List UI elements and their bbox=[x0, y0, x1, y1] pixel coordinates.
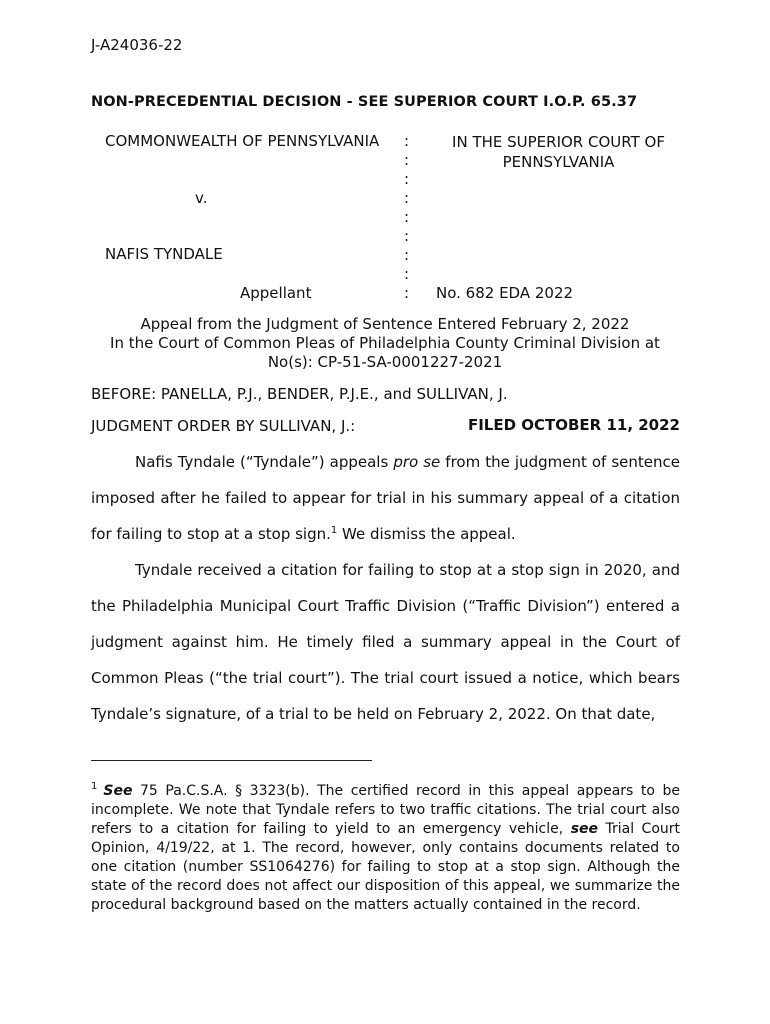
appeal-line-2: In the Court of Common Pleas of Philadelphia County Criminal Division at bbox=[110, 334, 660, 352]
p1-text-b: from the judgment of sentence imposed after he failed to appear for trial in his summary appeal of a citation for failing to stop at a stop sign. bbox=[91, 453, 680, 543]
appeal-line-1: Appeal from the Judgment of Sentence Entered February 2, 2022 bbox=[140, 315, 630, 333]
caption-plaintiff: COMMONWEALTH OF PENNSYLVANIA bbox=[105, 132, 380, 150]
p1-text-a: Nafis Tyndale (“Tyndale”) appeals bbox=[135, 453, 394, 471]
docket-number: J-A24036-22 bbox=[91, 36, 183, 54]
footnote-number: 1 bbox=[91, 781, 98, 793]
opinion-body bbox=[91, 444, 680, 732]
caption-colon: : bbox=[404, 227, 410, 245]
filed-date: FILED OCTOBER 11, 2022 bbox=[467, 416, 680, 434]
appeal-line-3: No(s): CP-51-SA-0001227-2021 bbox=[267, 353, 503, 371]
caption-colon: : bbox=[404, 284, 410, 302]
paragraph-2: Tyndale received a citation for failing to stop at a stop sign in 2020, and the Philadelphia Municipal Court Traffic Division (“Traffic Division”) entered a judgment against him. He timely filed a summary appeal in the Court of Common Pleas (“the trial court”). The trial court issued a notice, which bears Tyndale’s signature, of a trial to be held on February 2, 2022. On that date, bbox=[91, 561, 680, 723]
caption-colon: : bbox=[404, 265, 410, 283]
p1-text-c: We dismiss the appeal. bbox=[337, 525, 516, 543]
footnote-signal-see: See bbox=[103, 783, 133, 799]
caption-colon: : bbox=[404, 151, 410, 169]
footnote-text-b: Trial Court Opinion, 4/19/22, at 1. The record, however, only contains documents related to one citation (number SS1064276) for failing to stop at a stop sign. Although the state of the record does not affect our disposition of this appeal, we summarize the procedural background based on the matters actually contained in the record. bbox=[91, 821, 681, 913]
caption-case-number: No. 682 EDA 2022 bbox=[436, 284, 574, 302]
footnote-reference: 1 bbox=[330, 525, 338, 536]
p1-pro-se: pro se bbox=[393, 453, 441, 471]
caption-colon: : bbox=[404, 132, 410, 150]
caption-versus: v. bbox=[195, 189, 208, 207]
panel-before: BEFORE: PANELLA, P.J., BENDER, P.J.E., and SULLIVAN, J. bbox=[91, 385, 508, 403]
footnote-signal-see-2: see bbox=[570, 821, 599, 837]
caption-court: IN THE SUPERIOR COURT OF PENNSYLVANIA bbox=[452, 133, 665, 171]
decision-banner: NON-PRECEDENTIAL DECISION - SEE SUPERIOR COURT I.O.P. 65.37 bbox=[91, 94, 638, 110]
caption-colon: : bbox=[404, 208, 410, 226]
footnote-1 bbox=[91, 782, 680, 915]
caption-colon: : bbox=[404, 189, 410, 207]
caption-role: Appellant bbox=[240, 284, 312, 302]
judgment-order-by: JUDGMENT ORDER BY SULLIVAN, J.: bbox=[91, 417, 356, 435]
footnote-divider bbox=[91, 760, 372, 761]
footnote-text-a: 75 Pa.C.S.A. § 3323(b). The certified record in this appeal appears to be incomplete. We note that Tyndale refers to two traffic citations. The trial court also refers to a citation for failing to yield to an emergency vehicle, bbox=[91, 783, 680, 837]
paragraph-1 bbox=[91, 444, 680, 552]
caption-colon: : bbox=[404, 170, 410, 188]
caption-defendant: NAFIS TYNDALE bbox=[105, 245, 223, 263]
caption-colon: : bbox=[404, 246, 410, 264]
